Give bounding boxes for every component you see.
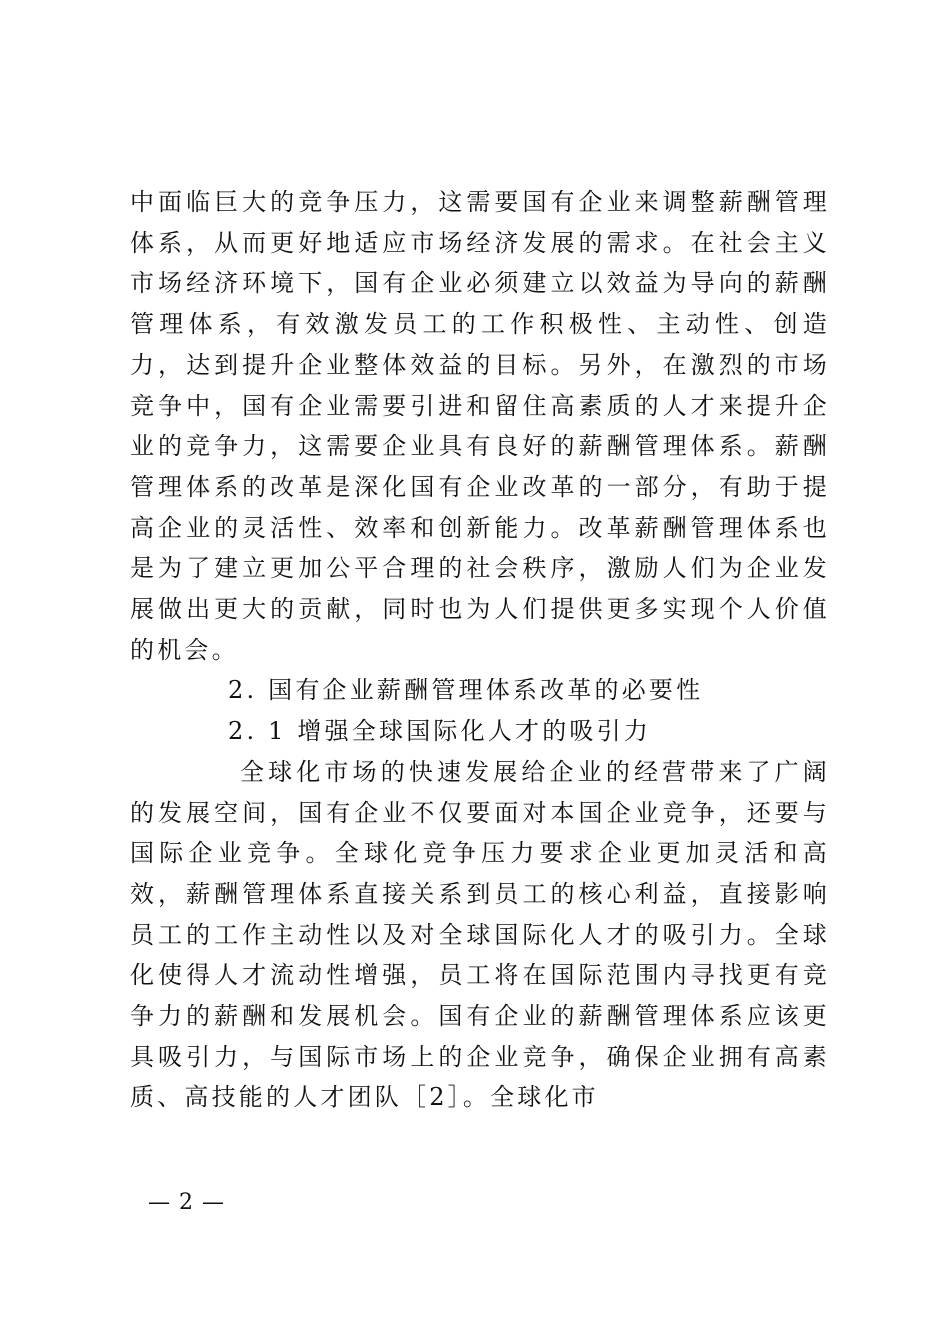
subsection-heading: 2. 1 增强全球国际化人才的吸引力 <box>228 717 652 746</box>
paragraph-continued: 中面临巨大的竞争压力，这需要国有企业来调整薪酬管理体系，从而更好地适应市场经济发展的需求。在社会主义市场经济环境下，国有企业必须建立以效益为导向的薪酬管理体系，有效激发员工的工作积极性、主动性、创造力，达到提升企业整体效益的目标。另外，在激烈的市场竞争中，国有企业需要引进和留住高素质的人才来提升企业的竞争力，这需要企业具有良好的薪酬管理体系。薪酬管理体系的改革是深化国有企业改革的一部分，有助于提高企业的灵活性、效率和创新能力。改革薪酬管理体系也是为了建立更加公平合理的社会秩序，激励人们为企业发展做出更大的贡献，同时也为人们提供更多实现个人价值的机会。 <box>130 188 830 664</box>
body-text <box>130 182 830 1118</box>
section-heading: 2. 国有企业薪酬管理体系改革的必要性 <box>228 676 704 705</box>
page-number: — 2 — <box>148 1190 225 1215</box>
paragraph-body: 全球化市场的快速发展给企业的经营带来了广阔的发展空间，国有企业不仅要面对本国企业竞争，还要与国际企业竞争。全球化竞争压力要求企业更加灵活和高效，薪酬管理体系直接关系到员工的核心利益，直接影响员工的工作主动性以及对全球国际化人才的吸引力。全球化使得人才流动性增强，员工将在国际范围内寻找更有竞争力的薪酬和发展机会。国有企业的薪酬管理体系应该更具吸引力，与国际市场上的企业竞争，确保企业拥有高素质、高技能的人才团队［2］。全球化市 <box>130 757 830 1112</box>
